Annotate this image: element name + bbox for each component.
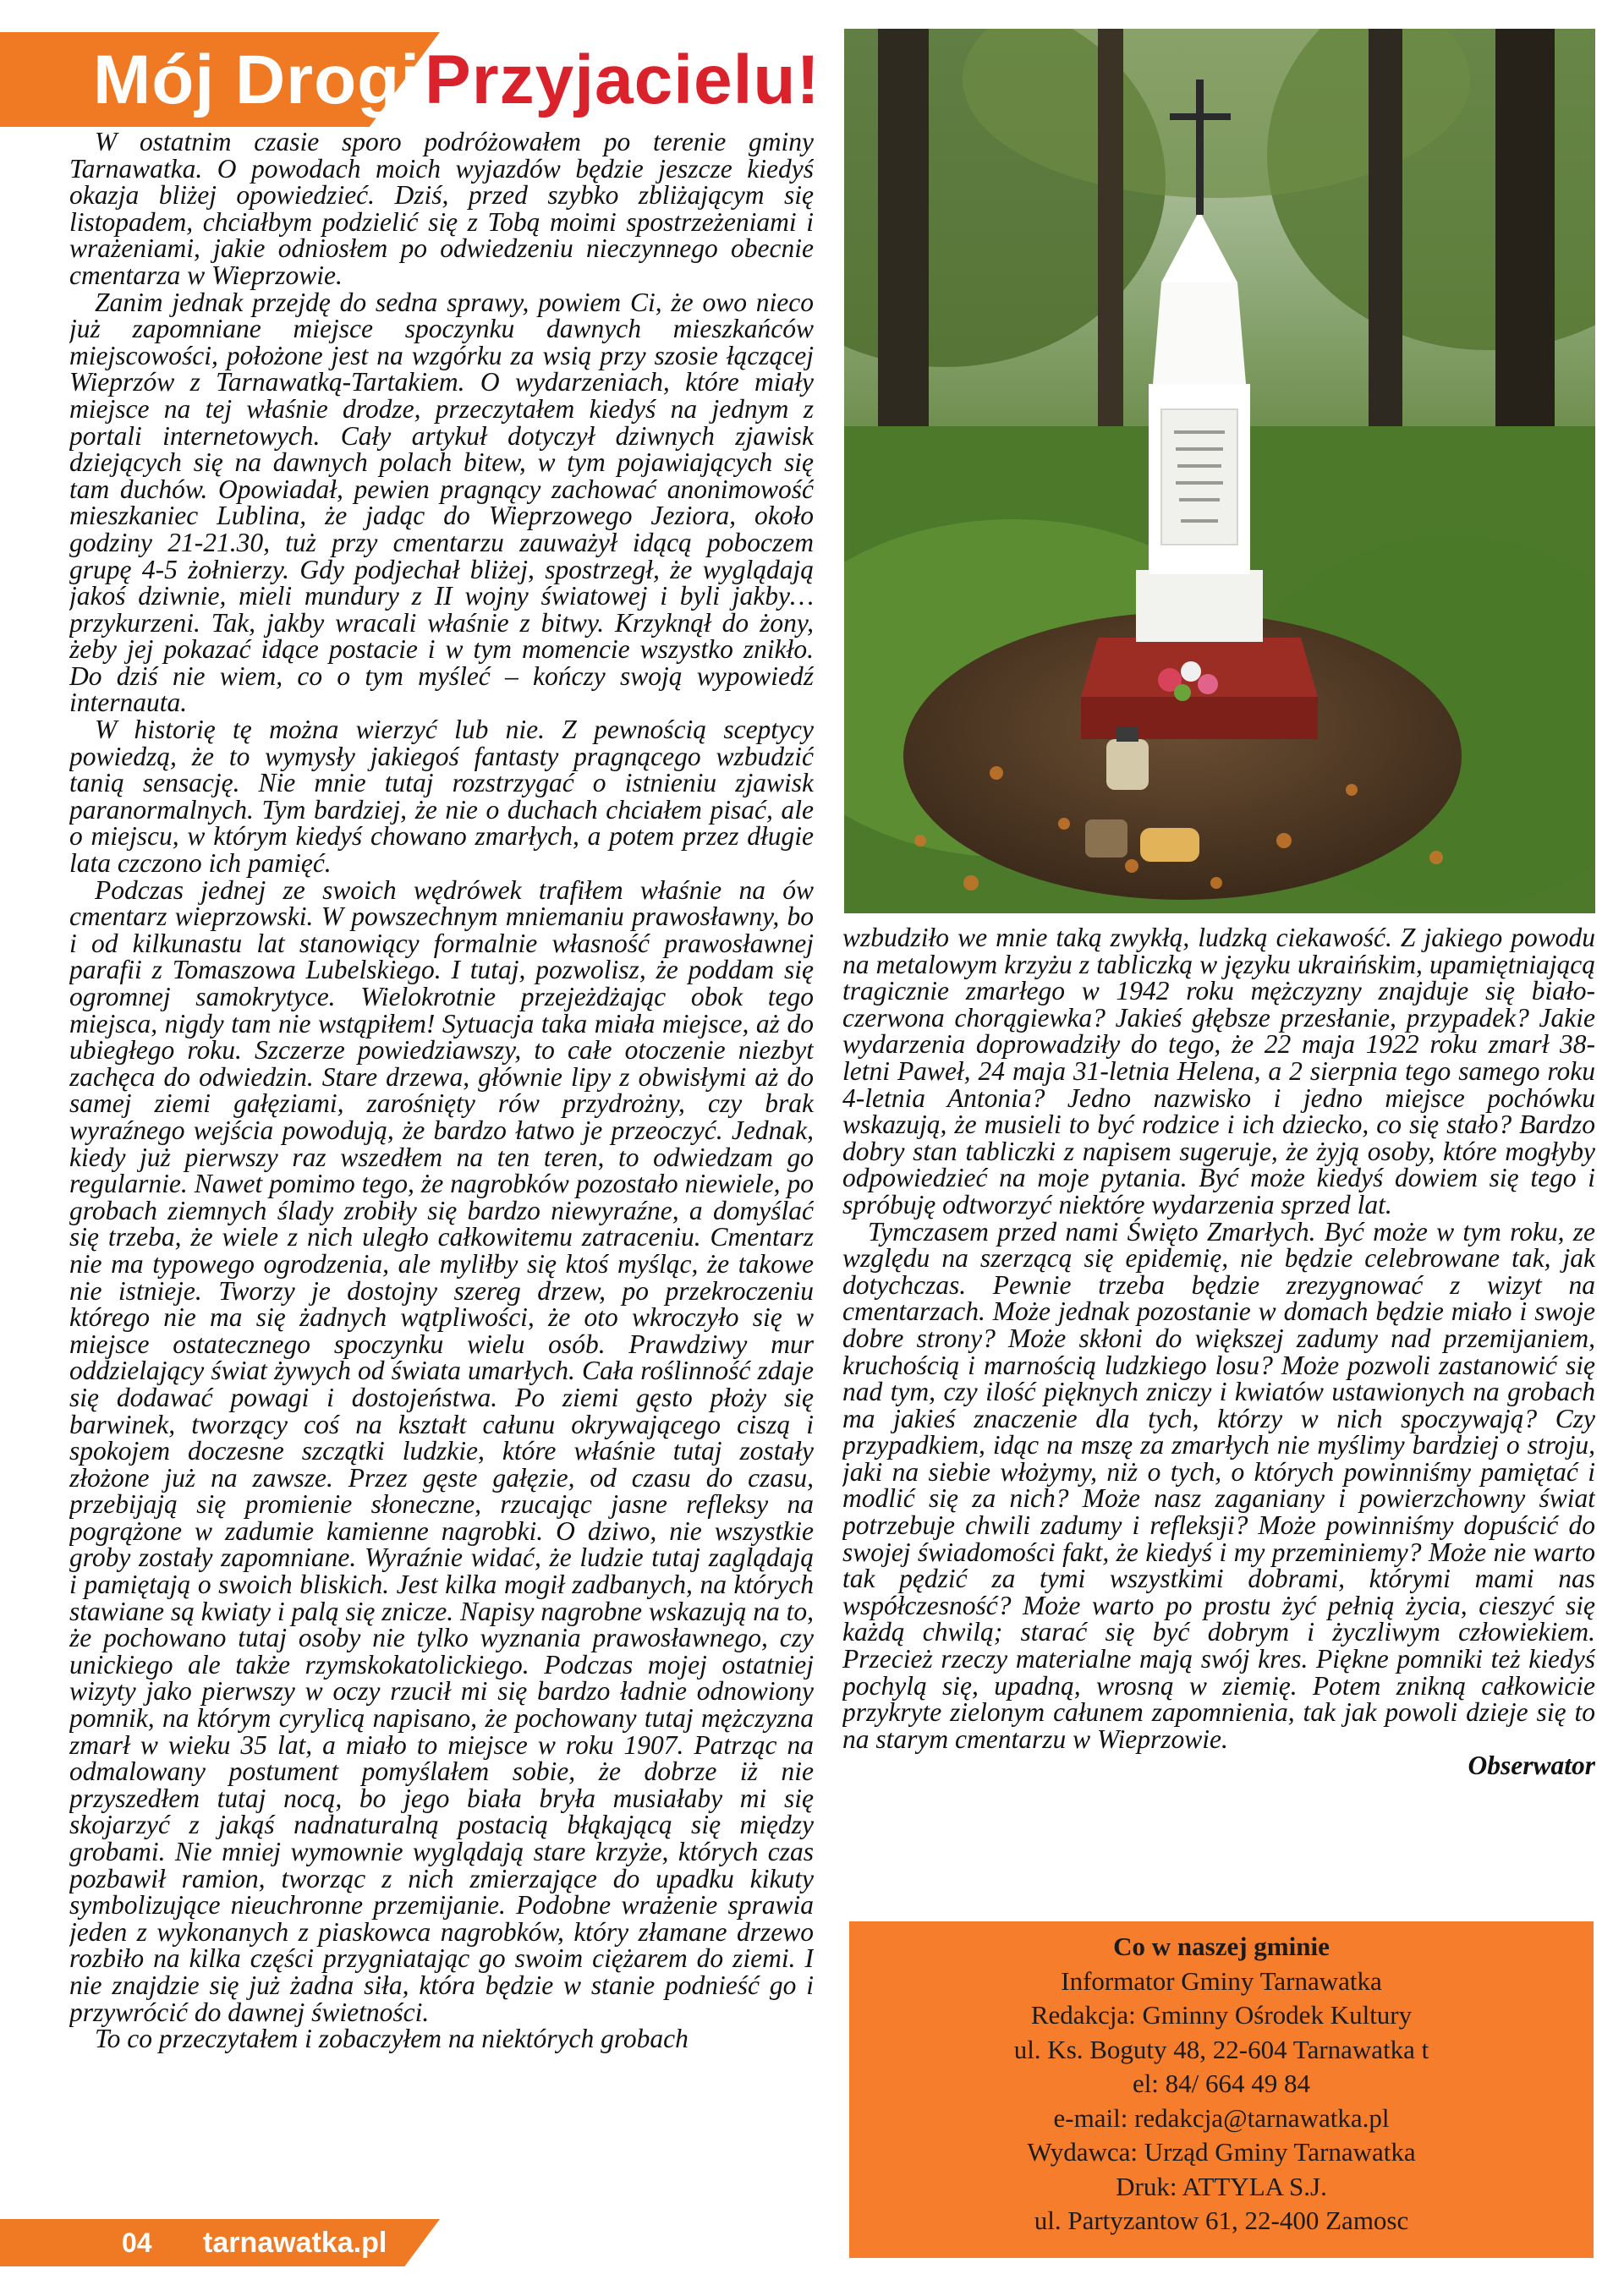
paragraph: Podczas jednej ze swoich wędrówek trafiłem właśnie na ów cmentarz wieprzowski. W powszechnym mniemaniu prawosławny, bo i od kilkunastu lat stanowiący formalnie własność prawosławnej parafii z Tomaszowa Lubelskiego. I tutaj, pozwolisz, że poddam się ogromnej samokrytyce. Wielokrotnie przejeżdżając obok tego miejsca, nigdy tam nie wstąpiłem! Sytuacja taka miała miejsce, aż do ubiegłego roku. Szczerze powiedziawszy, to całe otoczenie niezbyt zachęca do odwiedzin. Stare drzewa, głównie lipy z obwisłymi aż do samej ziemi gałęziami, zarośnięty rów przydrożny, czy brak wyraźnego wejścia powodują, że bardzo łatwo je przeoczyć. Jednak, kiedy już pierwszy raz wszedłem na ten teren, to odwiedzam go regularnie. Nawet pomimo tego, że nagrobków pozostało niewiele, po grobach ziemnych ślady zrobiły się bardzo niewyraźne, a domyślać się trzeba, że wiele z nich uległo całkowitemu zatraceniu. Cmentarz nie ma typowego ogrodzenia, ale myliłby się ktoś myśląc, że takowe nie istnieje. Tworzy je dostojny szereg drzew, po przekroczeniu którego nie ma się żadnych wątpliwości, że oto wkroczyło się w miejsce ostatecznego spoczynku wielu osób. Prawdziwy mur oddzielający świat żywych od świata umarłych. Cała roślinność zdaje się dodawać powagi i dostojeństwa. Po ziemi gęsto płoży się barwinek, tworzący coś na kształt całunu okrywającego ciszą i spokojem doczesne szczątki ludzkie, które właśnie tutaj zostały złożone już na zawsze. Przez gęste gałęzie, od czasu do czasu, przebijają się promienie słoneczne, rzucając jasne refleksy na pogrążone w zadumie kamienne nagrobki. O dziwo, nie wszystkie groby zostały zapomniane. Wyraźnie widać, że ludzie tutaj zaglądają i pamiętają o swoich bliskich. Jest kilka mogił zadbanych, na których stawiane są kwiaty i palą się znicze. Napisy nagrobne wskazują na to, że pochowano tutaj osoby nie tylko wyznania prawosławnego, czy unickiego ale także rzymskokatolickiego. Podczas mojej ostatniej wizyty jako pierwszy w oczy rzucił mi się bardzo ładnie odnowiony pomnik, na którym cyrylicą napisano, że pochowany tutaj mężczyzna zmarł w wieku 35 lat, a miało to miejsce w roku 1907. Patrząc na odmalowany postument pomyślałem sobie, że dobrze iż nie przyszedłem tutaj nocą, bo jego biała bryła musiałaby mi się skojarzyć z jakąś nadnaturalną postacią błąkającą się między grobami. Nie mniej wymownie wyglądają stare krzyże, których czas pozbawił ramion, tworząc z nich zmierzające do upadku kikuty symbolizujące nieuchronne przemijanie. Podobne wrażenie sprawia jeden z wykonanych z piaskowca nagrobków, który złamane drzewo rozbiło na kilka części przygniatając go swoim ciężarem do ziemi. I nie znajdzie się już żadna siła, która będzie w stanie podnieść go i przywrócić do dawnej świetności. <box>69 874 814 2027</box>
infobox-line: ul. Partyzantow 61, 22-400 Zamosc <box>1034 2206 1409 2235</box>
page-title-part1: Mój Drogi <box>93 41 421 118</box>
paragraph: Zanim jednak przejdę do sedna sprawy, powiem Ci, że owo nieco już zapomniane miejsce spoczynku dawnych mieszkańców miejscowości, położone jest na wzgórku za wsią przy szosie łączącej Wieprzów z Tarnawatką-Tartakiem. O wydarzeniach, które miały miejsce na tej właśnie drodze, przeczytałem kiedyś na jednym z portali internetowych. Cały artykuł dotyczył dziwnych zjawisk dziejących się na dawnych polach bitew, w tym pojawiających się tam duchów. Opowiadał, pewien pragnący zachować anonimowość mieszkaniec Lublina, że jadąc do Wieprzowego Jeziora, około godziny 21-21.30, tuż przy cmentarzu zauważył idącą poboczem grupę 4-5 żołnierzy. Gdy podjechał bliżej, spostrzegł, że wyglądają jakoś dziwnie, mieli mundury z II wojny światowej i byli jakby… przykurzeni. Tak, jakby wracali właśnie z bitwy. Krzyknął do żony, żeby jej pokazać idące postacie i w tym momencie wszystko znikło. Do dziś nie wiem, co o tym myśleć – kończy swoją wypowiedź internauta. <box>69 287 814 718</box>
author-signature: Obserwator <box>1468 1751 1595 1781</box>
page-title-part2: Przyjacielu! <box>425 41 820 118</box>
paragraph: W historię tę można wierzyć lub nie. Z pewnością sceptycy powiedzą, że to wymysły jakiegoś fantasty pragnącego wzbudzić tanią sensację. Nie mnie tutaj rozstrzygać o istnieniu zjawisk paranormalnych. Tym bardziej, że nie o duchach chciałem pisać, ale o miejscu, w którym kiedyś chowano zmarłych, a potem przez długie lata czczono ich pamięć. <box>69 715 814 879</box>
infobox-line: Redakcja: Gminny Ośrodek Kultury <box>1030 2000 1413 2030</box>
publication-info-box <box>849 1921 1594 2258</box>
article-left-column <box>69 129 814 2200</box>
infobox-line: Informator Gminy Tarnawatka <box>1061 1965 1382 1996</box>
paragraph: Tymczasem przed nami Święto Zmarłych. Być może w tym roku, ze względu na szerzącą się epidemię, nie będzie celebrowane tak, jak dotychczas. Pewnie trzeba będzie zrezygnować z wizyt na cmentarzach. Może jednak pozostanie w domach będzie miało i swoje dobre strony? Może skłoni do większej zadumy nad przemijaniem, kruchością i marnością ludzkiego losu? Może pozwoli zastanowić się nad tym, czy ilość pięknych zniczy i kwiatów ustawionych na grobach ma jakieś znaczenie dla tych, którzy w nich spoczywają? Czy przypadkiem, idąc na mszę za zmarłych nie myślimy bardziej o stroju, jaki na siebie włożymy, niż o tych, o których powinniśmy pamiętać i modlić się za nich? Może nasz zaganiany i powierzchowny świat potrzebuje chwili zadumy i refleksji? Może powinniśmy dopuścić do swojej świadomości fakt, że kiedyś i my przeminiemy? Może nie warto tak pędzić za tymi wszystkimi dobrami, którymi mami nas współczesność? Może warto po prostu żyć pełnią życia, cieszyć się każdą chwilą; starać się być dobrym i życzliwym człowiekiem. Przecież rzeczy materialne mają swój kres. Piękne pomniki też kiedyś pochylą się, upadną, wrosną w ziemię. Potem znikną całkowicie przykryte zielonym całunem zapomnienia, tak jak powoli dzieje się to na starym cmentarzu w Wieprzowie. <box>842 1216 1595 1754</box>
monument-illustration <box>844 29 1595 913</box>
infobox-line: Druk: ATTYLA S.J. <box>1116 2171 1327 2201</box>
page-number: 04 <box>122 2228 152 2258</box>
cemetery-monument-photo <box>844 29 1595 913</box>
infobox-line: ul. Ks. Boguty 48, 22-604 Tarnawatka t <box>1013 2034 1429 2064</box>
infobox-line: el: 84/ 664 49 84 <box>1132 2069 1311 2098</box>
infobox-line: Wydawca: Urząd Gminy Tarnawatka <box>1027 2137 1416 2167</box>
infobox-title: Co w naszej gminie <box>1113 1932 1330 1961</box>
paragraph: To co przeczytałem i zobaczyłem na niektórych grobach <box>95 2024 689 2054</box>
article-right-column <box>842 924 1595 1897</box>
infobox-email[interactable]: e-mail: redakcja@tarnawatka.pl <box>1053 2102 1390 2133</box>
footer-site-link[interactable]: tarnawatka.pl <box>203 2227 387 2259</box>
paragraph: W ostatnim czasie sporo podróżowałem po terenie gminy Tarnawatka. O powodach moich wyjazdów będzie jeszcze kiedyś okazja bliżej opowiedzieć. Dziś, przed szybko zbliżającym się listopadem, chciałbym podzielić się z Tobą moimi spostrzeżeniami i wrażeniami, jakie odniosłem po odwiedzeniu nieczynnego obecnie cmentarza w Wieprzowie. <box>69 129 814 290</box>
paragraph: wzbudziło we mnie taką zwykłą, ludzką ciekawość. Z jakiego powodu na metalowym krzyżu z tabliczką w języku ukraińskim, upamiętniającą tragicznie zmarłego w 1942 roku mężczyzny znajduje się biało-czerwona chorągiewka? Jakieś głębsze przesłanie, przypadek? Jakie wydarzenia doprowadziły do tego, że 22 maja 1922 roku zmarł 38-letni Paweł, 24 maja 31-letnia Helena, a 2 sierpnia tego samego roku 4-letnia Antonia? Jedno nazwisko i jedno miejsce pochówku wskazują, że musieli to być rodzice i ich dziecko, co się stało? Bardzo dobry stan tabliczki z napisem sugeruje, że żyją osoby, które mogłyby odpowiedzieć na moje pytania. Być może kiedyś dowiem się tego i spróbuję odtworzyć niektóre wydarzenia sprzed lat. <box>842 924 1595 1219</box>
